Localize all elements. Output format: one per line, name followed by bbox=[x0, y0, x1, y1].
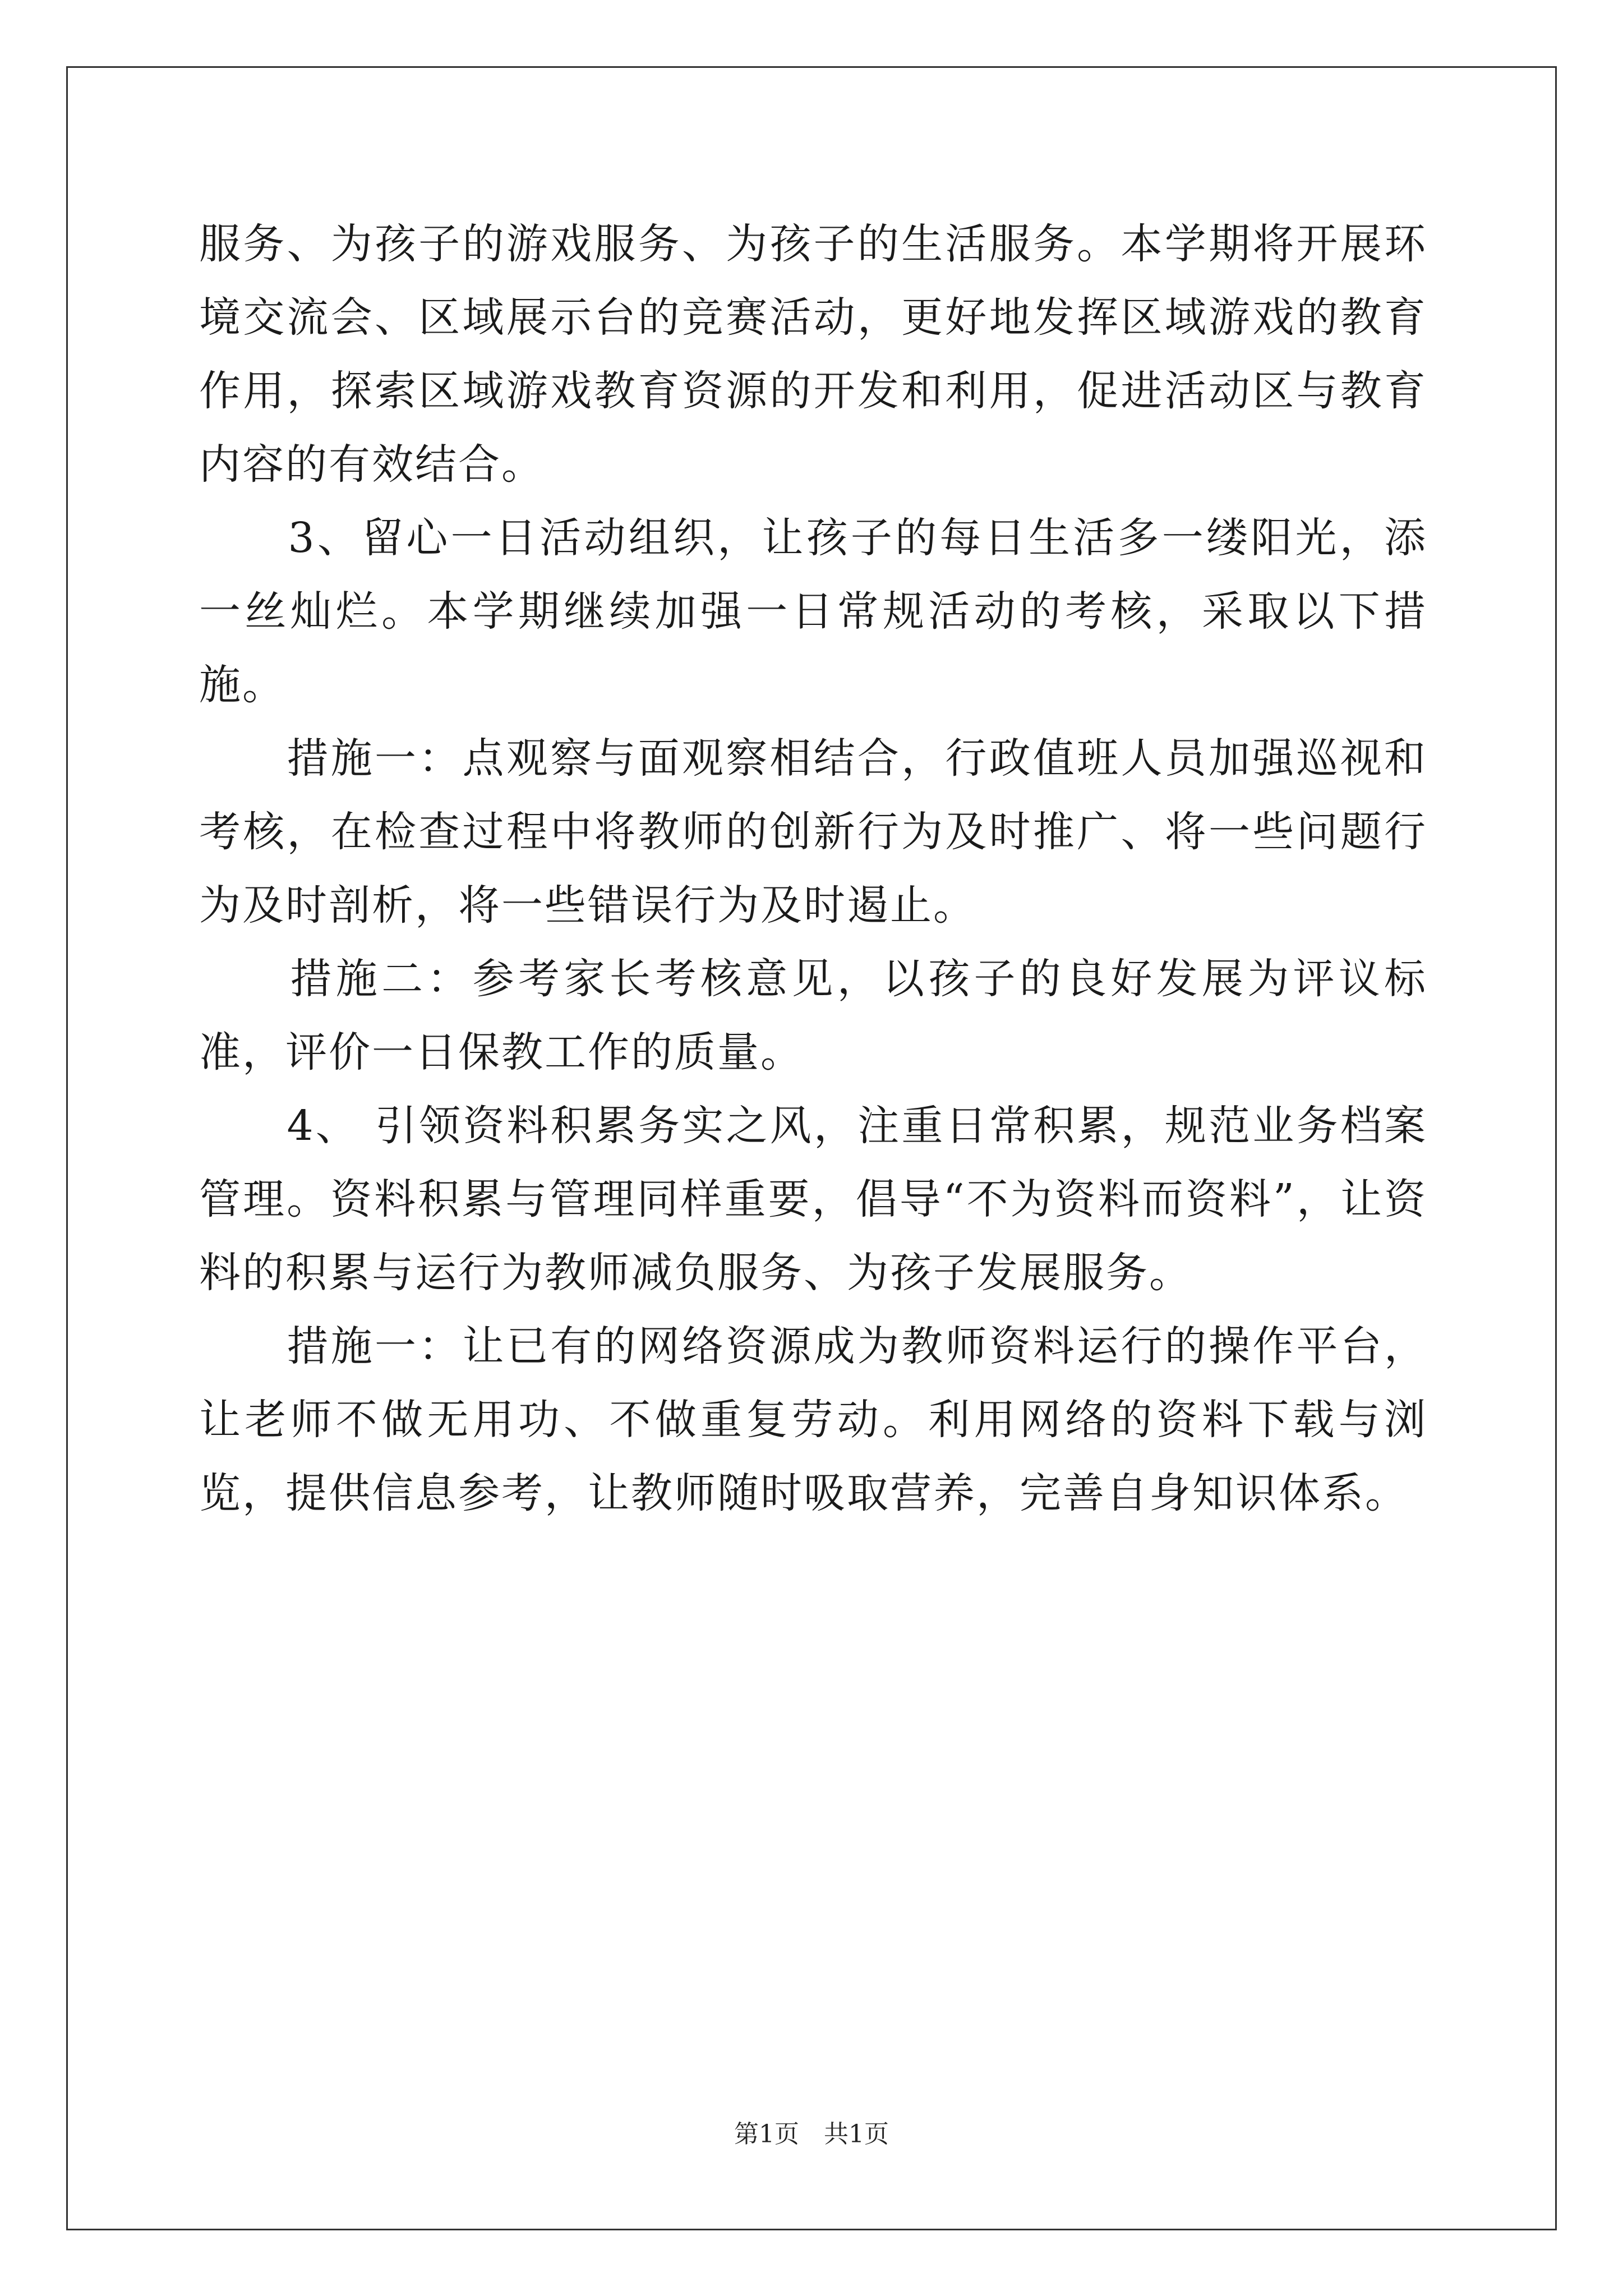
paragraph-1: 服务、为孩子的游戏服务、为孩子的生活服务。本学期将开展环境交流会、区域展示台的竞赛活动，更好地发挥区域游戏的教育作用，探索区域游戏教育资源的开发和利用，促进活动区与教育内容的有效结合。 bbox=[199, 220, 1427, 489]
paragraph-3: 措施一：点观察与面观察相结合，行政值班人员加强巡视和考核，在检查过程中将教师的创新行为及时推广、将一些问题行为及时剖析，将一些错误行为及时遏止。 bbox=[199, 734, 1427, 930]
paragraph-6: 措施一：让已有的网络资源成为教师资料运行的操作平台，让老师不做无用功、不做重复劳动。利用网络的资料下载与浏览，提供信息参考，让教师随时吸取营养，完善自身知识体系。 bbox=[199, 1322, 1427, 1517]
paragraph-4: 措施二：参考家长考核意见，以孩子的良好发展为评议标准，评价一日保教工作的质量。 bbox=[199, 955, 1427, 1076]
paragraph-2: 3、留心一日活动组织，让孩子的每日生活多一缕阳光，添一丝灿烂。本学期继续加强一日常规活动的考核，采取以下措施。 bbox=[199, 514, 1427, 709]
document-body bbox=[199, 208, 1427, 1530]
page-number-footer: 第1页 共1页 bbox=[734, 2120, 889, 2148]
paragraph-5: 4、 引领资料积累务实之风，注重日常积累，规范业务档案管理。资料积累与管理同样重要，倡导“不为资料而资料”，让资料的积累与运行为教师减负服务、为孩子发展服务。 bbox=[199, 1102, 1427, 1297]
